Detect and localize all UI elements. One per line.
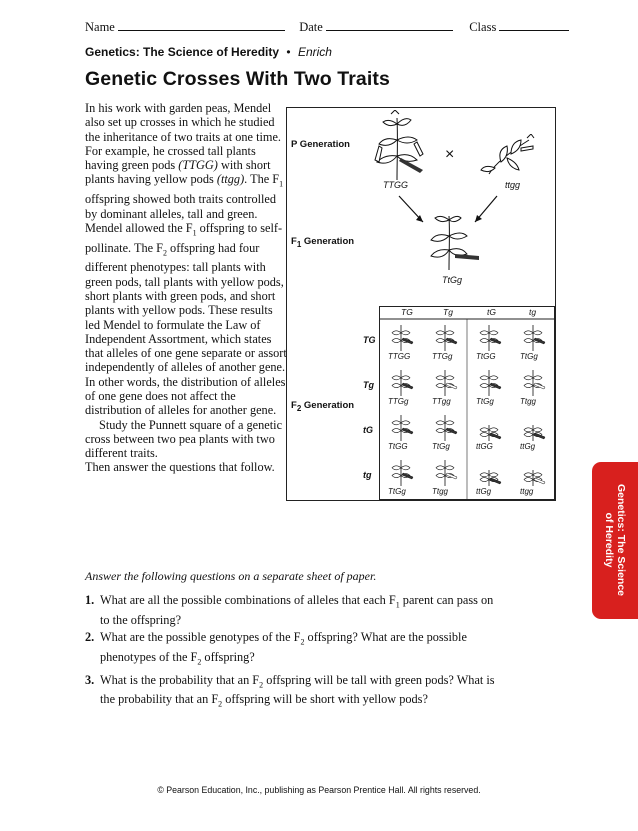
punnett-plant-icon [524,370,545,396]
f1-plant-illustration [425,210,487,272]
punnett-col-header: Tg [443,307,453,317]
worksheet-header [85,19,569,35]
parent1-genotype: TTGG [383,180,408,190]
chapter-tab-label: Genetics: The Science of Heredity [603,483,627,597]
punnett-plant-icon [392,460,413,486]
class-field[interactable] [499,19,569,31]
page-title: Genetic Crosses With Two Traits [85,68,390,90]
punnett-cell-genotype: TTgg [432,397,451,406]
class-label: Class [469,20,497,34]
punnett-square [363,306,555,500]
punnett-cell-genotype: TtGg [388,487,406,496]
punnett-plant-icon [524,325,545,351]
punnett-plant-icon [436,415,457,441]
series-line [85,45,332,59]
punnett-row-header: Tg [363,380,374,390]
study-paragraph: Study the Punnett square of a genetic cross between two pea plants with two different traits. [85,417,283,461]
book-title: Genetics: The Science of Heredity [85,45,280,59]
punnett-cell-genotype: ttGg [520,442,536,451]
f1-generation-label: $F_1$ Generation [291,236,355,249]
punnett-cell-genotype: TtGg [476,397,494,406]
punnett-plant-icon [480,470,501,486]
punnett-cell-genotype: Ttgg [520,397,537,406]
name-field[interactable] [118,19,285,31]
punnett-cell-genotype: TTGg [388,397,409,406]
punnett-cell-genotype: ttGG [476,442,493,451]
copyright-footer: © Pearson Education, Inc., publishing as Pearson Prentice Hall. All rights reserved. [157,785,481,795]
question-2: 2. What are the possible genotypes of the $F_2$ offspring? What are the possible phenotypes of the $F_2$ offspring? [85,630,467,667]
worksheet-type: Enrich [297,45,332,59]
dihybrid-cross-figure [286,107,556,501]
chapter-tab [592,462,638,619]
punnett-plant-icon [392,370,413,396]
punnett-plant-icon [392,325,413,351]
punnett-plant-icon [436,325,457,351]
punnett-row-header: TG [363,335,376,345]
date-label: Date [299,20,323,34]
punnett-plant-icon [480,425,501,441]
punnett-cell-genotype: TtGg [520,352,538,361]
parent2-genotype: ttgg [505,180,521,190]
question-3: 3. What is the probability that an $F_2$ offspring will be tall with green pods? What is the probability that an $F_2$ offspring will be short with yellow pods? [85,672,495,709]
punnett-cell-genotype: Ttgg [432,487,449,496]
name-label: Name [85,20,115,34]
intro-text [85,101,290,475]
punnett-plant-icon [524,425,545,441]
punnett-cell-genotype: TtGG [388,442,408,451]
question-1: 1. What are all the possible combinations of alleles that each $F_1$ parent can pass on to the offspring? [85,593,494,627]
punnett-plant-icon [480,370,501,396]
instructions: Answer the following questions on a separate sheet of paper. [85,569,377,583]
punnett-plant-icon [436,460,457,486]
punnett-cell-genotype: TTGG [388,352,411,361]
date-field[interactable] [326,19,453,31]
p-generation-label: P Generation [291,139,350,150]
f2-generation-label: $F_2$ Generation [291,400,355,413]
punnett-cell-genotype: TtGG [476,352,496,361]
cross-arrows [287,108,557,308]
study-paragraph-end: Then answer the questions that follow. [85,460,275,475]
punnett-plant-icon [480,325,501,351]
question-list [85,593,505,715]
punnett-cell-genotype: TTGg [432,352,453,361]
punnett-row-header: tg [363,470,372,480]
punnett-col-header: tg [529,307,537,317]
series-bullet: • [286,45,291,59]
punnett-plant-icon [392,415,413,441]
f1-genotype: TtGg [442,275,463,285]
punnett-col-header: TG [401,307,413,317]
punnett-plant-icon [524,470,545,486]
punnett-cell-genotype: ttgg [520,487,534,496]
punnett-row-header: tG [363,425,373,435]
punnett-col-header: tG [487,307,496,317]
punnett-plant-icon [436,370,457,396]
intro-paragraph: In his work with garden peas, Mendel also set up crosses in which he studied the inheritance of two traits at one time. For example, he crossed tall plants having green pods (TTGG) with short plants having yellow pods (ttgg). The $F_1$ offspring showed both traits controlled by dominant alleles, tall and green. Mendel allowed the $F_1$ offspring to self-pollinate. The $F_2$ offspring had four different phenotypes: tall plants with green pods, tall plants with yellow pods, short plants with green pods, and short plants with yellow pods. These results led Mendel to formulate the Law of Independent Assortment, which states that alleles of one gene separate or assort independently of alleles of another gene. In other words, the distribution of alleles of one gene does not affect the distribution of alleles for another gene. [85,101,287,418]
punnett-cell-genotype: TtGg [432,442,450,451]
punnett-cell-genotype: ttGg [476,487,492,496]
cross-symbol: × [445,146,455,163]
